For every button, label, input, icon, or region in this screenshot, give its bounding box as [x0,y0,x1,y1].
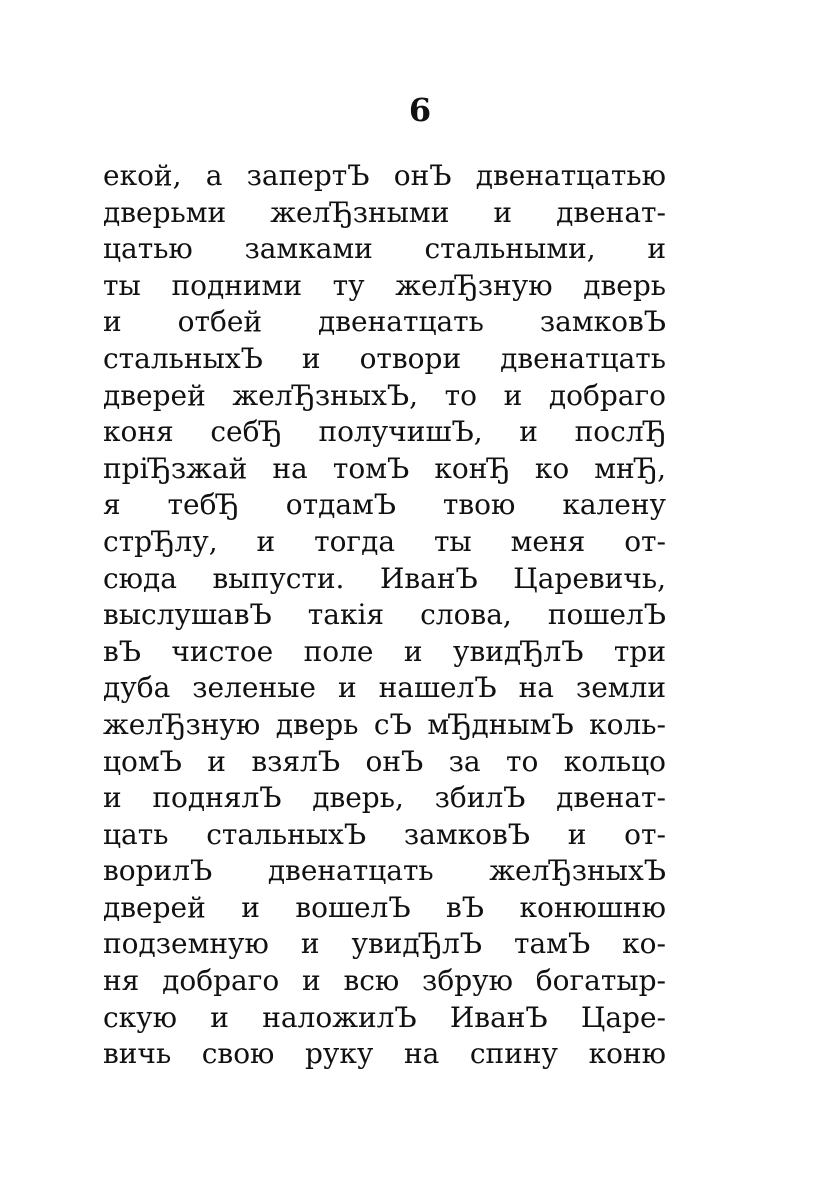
text-line: екой, а запертЪ онЪ двенатцатью [103,159,666,192]
text-line: сюда выпусти. ИванЪ Царевичь, [103,561,666,595]
text-line: цомЪ и взялЪ онЪ за то кольцо [103,744,666,778]
text-line: цать стальныхЪ замковЪ и от- [103,817,666,851]
text-line: ворилЪ двенатцать желЂзныхЪ [103,854,666,888]
text-line: вичь свою руку на спину коню [103,1037,666,1071]
body-text [103,158,666,1073]
text-line: ня добраго и всю збрую богатыр- [103,964,666,998]
text-line: стрЂлу, и тогда ты меня от- [103,524,666,558]
text-line: дверьми желЂзными и двенат- [103,195,666,229]
text-line: дверей желЂзныхЪ, то и добраго [103,378,666,412]
text-line: дуба зеленые и нашелЪ на земли [103,671,666,705]
text-line: я тебЂ отдамЪ твою калену [103,488,666,522]
text-line: прiЂзжай на томЪ конЂ ко мнЂ, [103,451,666,485]
text-line: подземную и увидЂлЪ тамЪ ко- [103,927,666,961]
text-line: ты подними ту желЂзную дверь [103,268,666,302]
text-line: желЂзную дверь сЪ мЂднымЪ коль- [103,707,666,741]
text-line: цатью замками стальными, и [103,232,666,266]
text-line: и отбей двенатцать замковЪ [103,305,666,339]
text-line: и поднялЪ дверь, збилЪ двенат- [103,781,666,815]
text-line: выслушавЪ такiя слова, пошелЪ [103,598,666,632]
text-line: коня себЂ получишЪ, и послЂ [103,415,666,449]
text-line: дверей и вошелЪ вЪ конюшню [103,890,666,924]
page-number: 6 [408,91,432,129]
text-line: стальныхЪ и отвори двенатцать [103,341,666,375]
text-line: вЪ чистое поле и увидЂлЪ три [103,634,666,668]
text-line: скую и наложилЪ ИванЪ Царе- [103,1000,666,1034]
